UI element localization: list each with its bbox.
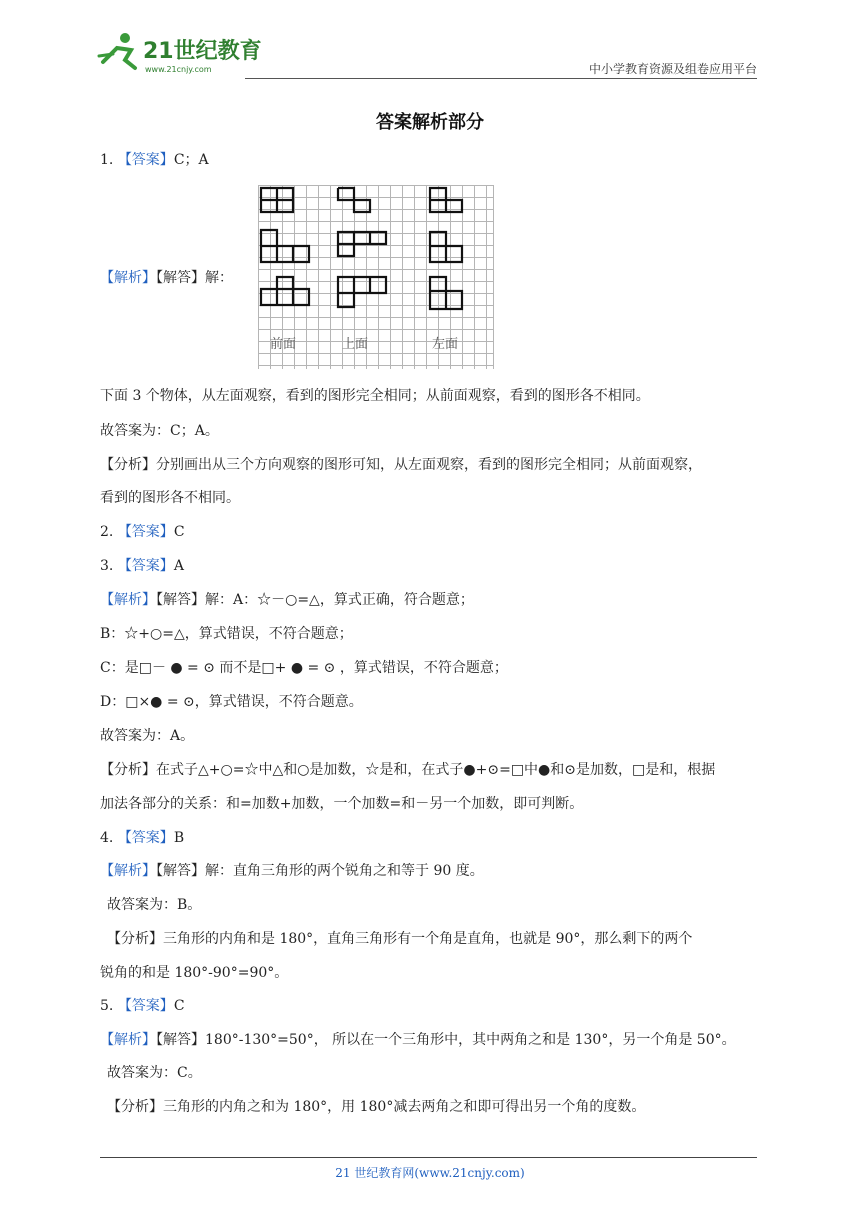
logo-url: www.21cnjy.com [145,65,212,74]
q4-analysis-line [100,861,484,881]
q5-analysis-line [100,1030,736,1050]
q3-analysis-line [100,590,474,610]
q4-answer: B [173,830,185,846]
q3-analysis-tag: 【解析】 [100,592,156,608]
q3-line-4: D：□×● = ⊙，算式错误，不符合题意。 [100,694,363,710]
q1-solution-tag: 【解答】 [156,270,205,286]
q4-line-4: 锐角的和是 180°-90°=90°。 [100,965,289,981]
q2-answer-line [100,522,185,542]
q4-line-3: 三角形的内角和是 180°，直角三角形有一个角是直角，也就是 90°，那么剩下的两个 [163,931,693,947]
q5-line-3: 三角形的内角之和为 180°，用 180°减去两角之和即可得出另一个角的度数。 [163,1099,646,1115]
q2-number: 2. [100,524,114,540]
q3-fenxi-tag: 【分析】 [100,762,156,778]
q4-line-2: 故答案为：B。 [107,897,202,913]
q4-number: 4. [100,830,114,846]
q1-text-2: 故答案为：C；A。 [100,423,219,439]
q5-fenxi-line [107,1097,645,1117]
q1-answer-line [100,150,209,170]
header-divider [245,78,757,79]
q1-number: 1. [100,152,114,168]
label-top: 上面 [342,337,369,352]
q1-analysis-line [100,268,233,288]
q3-line-5: 故答案为：A。 [100,728,195,744]
q5-answer: C [173,998,185,1014]
q3-answer-line [100,556,184,576]
q3-line-3: C：是□－ ● = ⊙ 而不是□+ ● = ⊙ ，算式错误，不符合题意； [100,660,508,676]
q1-answer-tag: 【答案】 [117,152,174,168]
q3-line-6: 在式子△+○=☆中△和○是加数，☆是和，在式子●+⊙=□中●和⊙是加数，□是和，根据 [156,762,716,778]
q5-line-1: 【解答】180°-130°=50°， 所以在一个三角形中，其中两角之和是 130°，另一个角是 50°。 [156,1032,736,1048]
q1-fenxi-text: 分别画出从三个方向观察的图形可知，从左面观察，看到的图形完全相同；从前面观察， [156,457,702,473]
site-logo [95,28,295,78]
logo-text: 21世纪教育 [143,39,262,64]
footer-link[interactable]: 21 世纪教育网(www.21cnjy.com) [335,1166,525,1180]
q4-line-1: 【解答】解：直角三角形的两个锐角之和等于 90 度。 [156,863,484,879]
q1-text-1: 下面 3 个物体，从左面观察，看到的图形完全相同；从前面观察，看到的图形各不相同。 [100,388,650,404]
q3-line-1: 【解答】解：A：☆－○=△，算式正确，符合题意； [156,592,474,608]
page-header [95,28,757,80]
q4-analysis-tag: 【解析】 [100,863,156,879]
runner-logo-icon [99,33,135,68]
q2-answer-tag: 【答案】 [117,524,174,540]
q3-answer: A [173,558,184,574]
q3-line-7: 加法各部分的关系：和=加数+加数，一个加数=和－另一个加数，即可判断。 [100,796,584,812]
q3-line-2: B：☆+○=△，算式错误，不符合题意； [100,626,353,642]
footer-divider [100,1157,757,1158]
q4-fenxi-line [107,929,692,949]
platform-name: 中小学教育资源及组卷应用平台 [588,62,757,76]
q1-answer: C；A [173,152,209,168]
q1-fenxi-line [100,455,702,475]
q5-fenxi-tag: 【分析】 [107,1099,163,1115]
q1-jie: 解： [205,270,233,286]
page-title: 答案解析部分 [376,112,484,133]
label-front: 前面 [270,337,297,352]
q4-fenxi-tag: 【分析】 [107,931,163,947]
q2-answer: C [173,524,185,540]
q1-analysis-tag: 【解析】 [100,270,156,286]
q1-text-4: 看到的图形各不相同。 [100,490,240,506]
q3-fenxi-line [100,760,715,780]
q5-answer-line [100,996,185,1016]
q4-answer-tag: 【答案】 [117,830,174,846]
q4-answer-line [100,828,184,848]
q5-answer-tag: 【答案】 [117,998,174,1014]
q3-number: 3. [100,558,114,574]
q3-answer-tag: 【答案】 [117,558,174,574]
q1-fenxi-tag: 【分析】 [100,457,156,473]
q5-line-2: 故答案为：C。 [107,1065,202,1081]
q5-analysis-tag: 【解析】 [100,1032,156,1048]
label-left: 左面 [432,337,459,352]
q1-views-figure [258,185,494,369]
q5-number: 5. [100,998,114,1014]
